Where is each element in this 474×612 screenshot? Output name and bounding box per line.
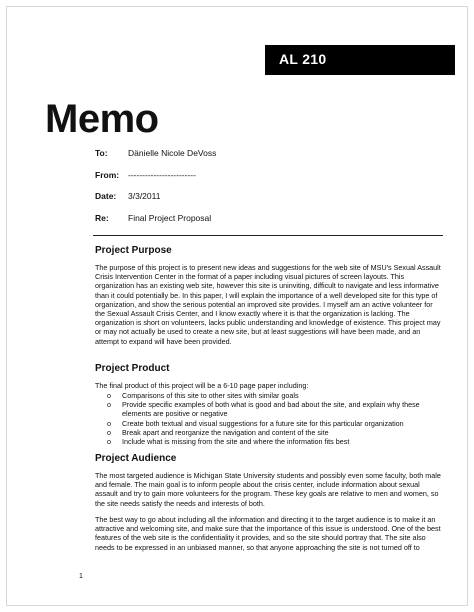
course-code-banner [265, 45, 455, 75]
audience-paragraph-2: The best way to go about including all the information and directing it to the target audience is to make it an attractive and welcoming site, and make sure that the importance of this issue is understood. One of the best features of the web site is the confidentiality it provides, and so the site should portray that. The site also needs to be expressed in an unbiased manner, so that anyone approaching the site is not turned off to [95, 515, 441, 552]
header-divider [93, 235, 443, 236]
date-value: 3/3/2011 [128, 191, 161, 201]
product-intro: The final product of this project will be a 6-10 page paper including: [95, 381, 309, 390]
bullet-marker: o [107, 418, 111, 428]
list-item [107, 400, 443, 418]
bullet-text: Comparisons of this site to other sites with similar goals [122, 391, 299, 400]
product-heading: Project Product [95, 363, 170, 374]
memo-re-row [95, 212, 425, 224]
bullet-text: Include what is missing from the site and where the information fits best [122, 437, 350, 447]
purpose-paragraph: The purpose of this project is to present new ideas and suggestions for the web site of MSU's Sexual Assault Crisis Intervention Center in the format of a paper including visual pictures of screen layouts. This organization has an existing web site, however this site is uninviting, difficult to navigate and less informative than it could potentially be. In this paper, I will explain the importance of a well developed site for this type of organization, and show the serious potential an improved site provides. I myself am an active volunteer for the Sexual Assault Crisis Center, and I know exactly where it is that the organization is lacking. The organization is short on volunteers, lacks public understanding and knowledge of existence. This project may or may not actually be used to create a new site, but at least suggestions will have been made, and an attempt to expand will have been provided. [95, 263, 441, 346]
bullet-marker: o [107, 437, 111, 447]
bullet-text: Provide specific examples of both what is good and bad about the site, and explain why these elements are positive or negative [122, 400, 420, 419]
re-label: Re: [95, 213, 109, 223]
list-item [107, 419, 443, 428]
re-value: Final Project Proposal [128, 213, 212, 223]
memo-from-row [95, 169, 425, 181]
bullet-marker: o [107, 391, 111, 400]
document-page [6, 6, 468, 606]
from-value: ------------------------ [128, 170, 196, 180]
audience-paragraph-1: The most targeted audience is Michigan State University students and possibly even some faculty, both male and female. The main goal is to inform people about the crisis center, include information about sexual assault and try to gain more volunteers for the program. These key goals are relative to men and women, so the site needs satisfy the needs and interests of both. [95, 471, 441, 508]
course-code: AL 210 [279, 51, 327, 67]
page-number: 1 [79, 573, 83, 580]
list-item [107, 428, 443, 437]
bullet-marker: o [107, 400, 111, 410]
purpose-heading: Project Purpose [95, 245, 172, 256]
product-bullet-list [107, 391, 443, 446]
to-value: Dänielle Nicole DeVoss [128, 148, 217, 158]
memo-to-row [95, 147, 425, 159]
from-label: From: [95, 170, 120, 180]
bullet-text: Break apart and reorganize the navigation and content of the site [122, 427, 329, 437]
bullet-marker: o [107, 427, 111, 437]
date-label: Date: [95, 191, 117, 201]
bullet-text: Create both textual and visual suggestions for a future site for this particular organization [122, 418, 404, 428]
list-item [107, 437, 443, 446]
memo-title: Memo [45, 97, 159, 141]
audience-heading: Project Audience [95, 453, 177, 464]
memo-date-row [95, 190, 425, 202]
to-label: To: [95, 148, 108, 158]
list-item [107, 391, 443, 400]
